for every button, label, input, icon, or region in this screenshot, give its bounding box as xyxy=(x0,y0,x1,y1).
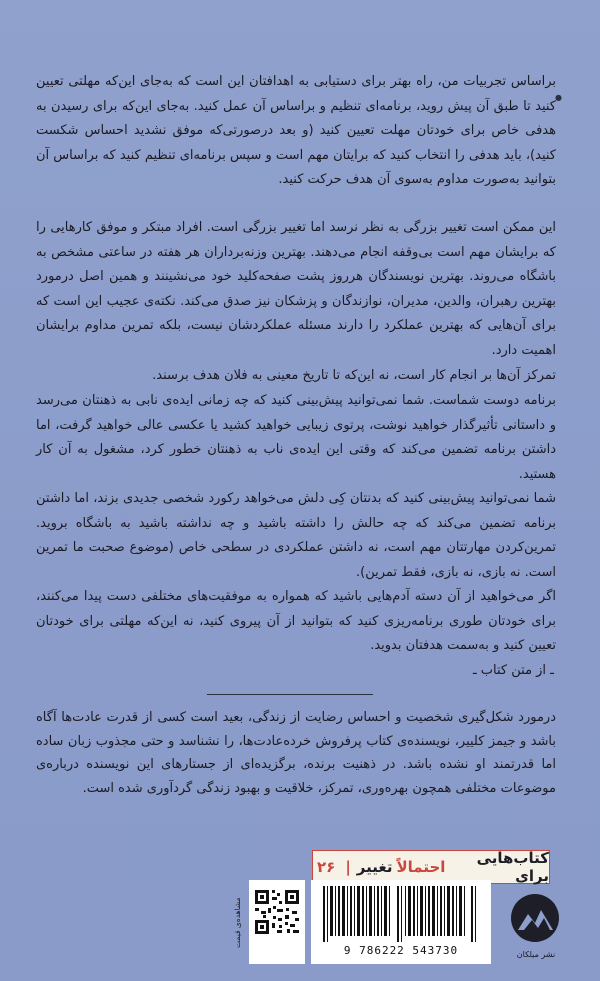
paragraph-4: برنامه دوست شماست. شما نمی‌توانید پیش‌بینی کنید که چه زمانی ایده‌ی نابی به ذهنتان می‌رسد و داستانی تأثیرگذار خواهید نوشت، پرتوی زیبایی خواهید کشید یا عکسی عالی خواهید گرفت، اما داشتن برنامه تضمین می‌کند که وقتی این ایده‌ی ناب به ذهنتان خطور کرد، مشغول به آن کار هستید. xyxy=(36,393,556,482)
paragraph-5: شما نمی‌توانید پیش‌بینی کنید که بدنتان کِی دلش می‌خواهد رکورد شخصی جدیدی بزند، اما داشتن برنامه تضمین می‌کند که چه حالش را داشته باشید و چه نداشته باشید به باشگاه بروید. تمرین‌کردن مهارتتان مهم است، نه داشتن عملکردی در سطحی خاص (موضوع صحبت ما تمرین است. نه بازی، نه بازی، فقط تمرین). xyxy=(36,491,556,580)
series-accent: احتمالاً xyxy=(396,858,446,876)
series-prefix: کتاب‌هایی برای xyxy=(476,849,549,885)
series-suffix: تغییر xyxy=(356,858,393,876)
series-separator: | xyxy=(345,858,351,876)
paragraph-1: براساس تجربیات من، راه بهتر برای دستیابی به اهدافتان این است که به‌جای این‌که مهلتی تعیین کنید تا طبق آن پیش روید، برنامه‌ای تنظیم و براساس آن عمل کنید. به‌جای این‌که برای رسیدن به هدفی خاص برای خودتان مهلت تعیین کنید (و بعد درصورتی‌که موفق نشدید احساس شکست کنید)، باید هدفی را انتخاب کنید که برایتان مهم است و سپس برنامه‌ای تنظیم کنید که براساس آن بتوانید به‌صورت مداوم به‌سوی آن هدف حرکت کنید. xyxy=(36,74,556,188)
qr-caption: مشاهده‌ی قیمت xyxy=(233,897,242,949)
bullet-mark: ● xyxy=(555,93,562,102)
divider xyxy=(207,694,373,695)
paragraph-3: تمرکز آن‌ها بر انجام کار است، نه این‌که تا تاریخ معینی به فلان هدف برسند. xyxy=(152,368,556,383)
book-blurb: درمورد شکل‌گیری شخصیت و احساس رضایت از زندگی، بعید است کسی از قدرت عادت‌ها آگاه باشد و جیمز کلییر، نویسنده‌ی کتاب پرفروش خرده‌عادت‌ها، را نشناسد و حتی مجذوب زبان ساده اما قدرتمند او نشده باشد. در ذهنیت برنده، برگزیده‌ای از جستارهای این نویسنده درباره‌ی موضوعات مختلفی همچون بهره‌وری، تمرکز، خلاقیت و بهبود زندگی گردآوری شده است. xyxy=(36,710,556,796)
publisher-name: نشر میلکان xyxy=(516,950,556,959)
qr-pattern xyxy=(249,880,305,964)
series-label xyxy=(312,850,550,884)
barcode-bars xyxy=(321,886,481,942)
paragraph-2: این ممکن است تغییر بزرگی به نظر نرسد اما تغییر بزرگی است. افراد مبتکر و موفق کارهایی را که برایشان مهم است بی‌وقفه انجام می‌دهند. بهترین وزنه‌برداران هر هفته در ساعتی مشخص به باشگاه می‌روند. بهترین نویسندگان هرروز پشت صفحه‌کلید خود می‌نشینند و همین اصل درمورد بهترین رهبران، والدین، مدیران، نوازندگان و پزشکان نیز صدق می‌کند. نکته‌ی عجیب این است که برای آن‌هایی که بهترین عملکرد را دارند مسئله عملکردشان نیست، بلکه تمرین مداوم برایشان اهمیت دارد. xyxy=(36,220,556,358)
isbn-number: 9 786222 543730 xyxy=(343,944,459,957)
publisher-logo xyxy=(510,890,560,948)
isbn-barcode xyxy=(311,880,491,964)
attribution: ـ از متن کتاب ـ xyxy=(472,663,554,678)
paragraph-6: اگر می‌خواهید از آن دسته آدم‌هایی باشید که همواره به موفقیت‌های مختلفی دست پیدا می‌کنند، برای خودتان طوری برنامه‌ریزی کنید که بتوانید از آن پیروی کنید، نه این‌که مهلتی برای خودتان تعیین کنید و به‌سمت هدفتان بدوید. xyxy=(36,589,556,654)
qr-code xyxy=(249,880,305,964)
series-number: ۲۶ xyxy=(317,858,336,876)
